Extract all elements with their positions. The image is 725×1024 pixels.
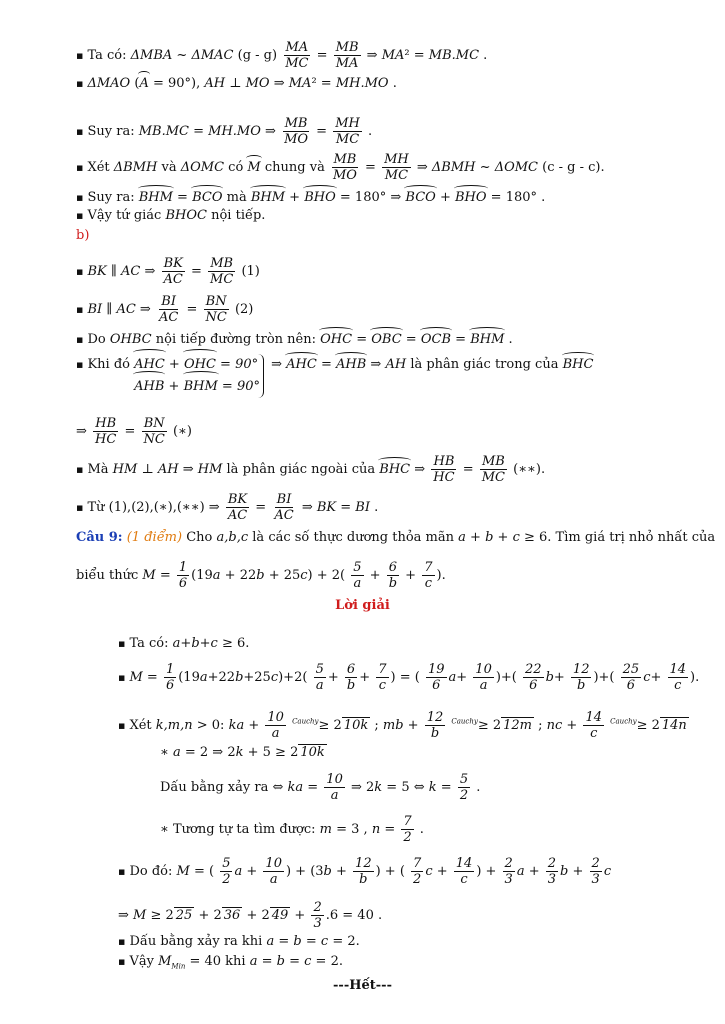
part-a-line-6: ▪ Vậy tứ giác BHOC nội tiếp.	[76, 208, 266, 223]
solution-line-2: ▪ M = $\frac{1}{6}$ (19a+22b+25c)+2( $\frac{5}{a}$ + $\frac{6}{b}$ + $\frac{7}{c}$ ) = ( $\frac{19}{6}$ a+ $\frac{10}{a}$ )+( $\frac{22}{6}$ b+ $\frac{12}{b}$ )+( $\frac{25}{6}$ c+ $\frac{14}{c}$ ).	[118, 662, 700, 693]
question-points: (1 điểm)	[126, 530, 183, 545]
question-label: Câu 9:	[76, 530, 123, 545]
solution-line-7: ▪ Do đó: M = ( $\frac{5}{2}$ a + $\frac{10}{a}$ ) + (3b + $\frac{12}{b}$ ) + ( $\frac{7}{2}$ c + $\frac{14}{c}$ ) + $\frac{2}{3}$ a + $\frac{2}{3}$ b + $\frac{2}{3}$ c	[118, 856, 612, 887]
solution-line-9: ▪ Dấu bằng xảy ra khi a = b = c = 2.	[118, 934, 360, 949]
solution-line-1: ▪ Ta có: a+b+c ≥ 6.	[118, 636, 250, 651]
part-a-line-1: ▪ Ta có: ΔMBA ~ ΔMAC (g - g) $\frac{MA}{MC}$ = $\frac{MB}{MA}$ ⇒ MA² = MB.MC .	[76, 40, 488, 71]
part-a-line-3: ▪ Suy ra: MB.MC = MH.MO ⇒ $\frac{MB}{MO}$ = $\frac{MH}{MC}$ .	[76, 116, 373, 147]
part-a-line-5: ▪ Suy ra: BHM = BCO mà BHM + BHO = 180° ⇒ BCO + BHO = 180° .	[76, 190, 546, 205]
solution-title: Lời giải	[335, 598, 390, 613]
part-b-line-7: ▪ Từ (1),(2),(∗),(∗∗) ⇒ $\frac{BK}{AC}$ = $\frac{BI}{AC}$ ⇒ BK = BI .	[76, 492, 379, 523]
solution-line-10: ▪ Vậy $M_{Min} = 40$ khi a = b = c = 2.	[118, 954, 343, 971]
solution-line-5: Dấu bằng xảy ra ⇔ ka = $\frac{10}{a}$ ⇒ 2k = 5 ⇔ k = $\frac{5}{2}$ .	[160, 772, 481, 803]
part-a-line-2: ▪ ΔMAO (A = 90°), AH ⊥ MO ⇒ MA² = MH.MO .	[76, 76, 397, 91]
part-b-label: b)	[76, 228, 90, 243]
cauchy-note-1: Cauchy	[292, 717, 319, 726]
part-a-line-4: ▪ Xét ΔBMH và ΔOMC có M chung và $\frac{MB}{MO}$ = $\frac{MH}{MC}$ ⇒ ΔBMH ~ ΔOMC (c - g - c).	[76, 152, 605, 183]
part-b-line-5: ⇒ $\frac{HB}{HC}$ = $\frac{BN}{NC}$ (∗)	[76, 416, 192, 447]
solution-line-8: ⇒ M ≥ 2 25 + 2 36 + 2 49 + $\frac{2}{3}$ .6 = 40 .	[118, 900, 383, 931]
part-b-line-4: ▪ Khi đó AHC + OHC = 90° AHB + BHM = 90° ⇒ AHC = AHB ⇒ AH là phân giác trong của BHC	[76, 354, 593, 398]
question-9-line-2: biểu thức M = $\frac{1}{6}$ (19a + 22b + 25c) + 2( $\frac{5}{a}$ + $\frac{6}{b}$ + $\frac{7}{c}$ ).	[76, 560, 446, 591]
question-9-line-1: Câu 9: (1 điểm) Cho a,b,c là các số thực dương thỏa mãn a + b + c ≥ 6. Tìm giá trị nhỏ nhất của	[76, 530, 716, 545]
solution-line-4: ∗ a = 2 ⇒ 2k + 5 ≥ 2 10k	[160, 745, 325, 760]
solution-line-6: ∗ Tương tự ta tìm được: m = 3 , n = $\frac{7}{2}$ .	[160, 814, 424, 845]
cauchy-note-2: Cauchy	[451, 717, 478, 726]
part-b-line-2: ▪ BI ∥ AC ⇒ $\frac{BI}{AC}$ = $\frac{BN}{NC}$ (2)	[76, 294, 254, 325]
part-b-line-3: ▪ Do OHBC nội tiếp đường tròn nên: OHC = OBC = OCB = BHM .	[76, 332, 513, 347]
min-subscript: Min	[171, 962, 186, 971]
part-b-line-1: ▪ BK ∥ AC ⇒ $\frac{BK}{AC}$ = $\frac{MB}{MC}$ (1)	[76, 256, 260, 287]
cauchy-note-3: Cauchy	[610, 717, 637, 726]
solution-line-3: ▪ Xét k,m,n > 0: ka + $\frac{10}{a}$ $^{Cauchy}$≥ 2 10k ; mb + $\frac{12}{b}$ $^{Cauchy}$≥ 2 12m ; nc + $\frac{14}{c}$ $^{Cauchy}$≥ 2 14n	[118, 710, 687, 741]
part-b-line-6: ▪ Mà HM ⊥ AH ⇒ HM là phân giác ngoài của BHC ⇒ $\frac{HB}{HC}$ = $\frac{MB}{MC}$ (∗∗).	[76, 454, 546, 485]
end-marker: ---Hết---	[333, 978, 392, 993]
